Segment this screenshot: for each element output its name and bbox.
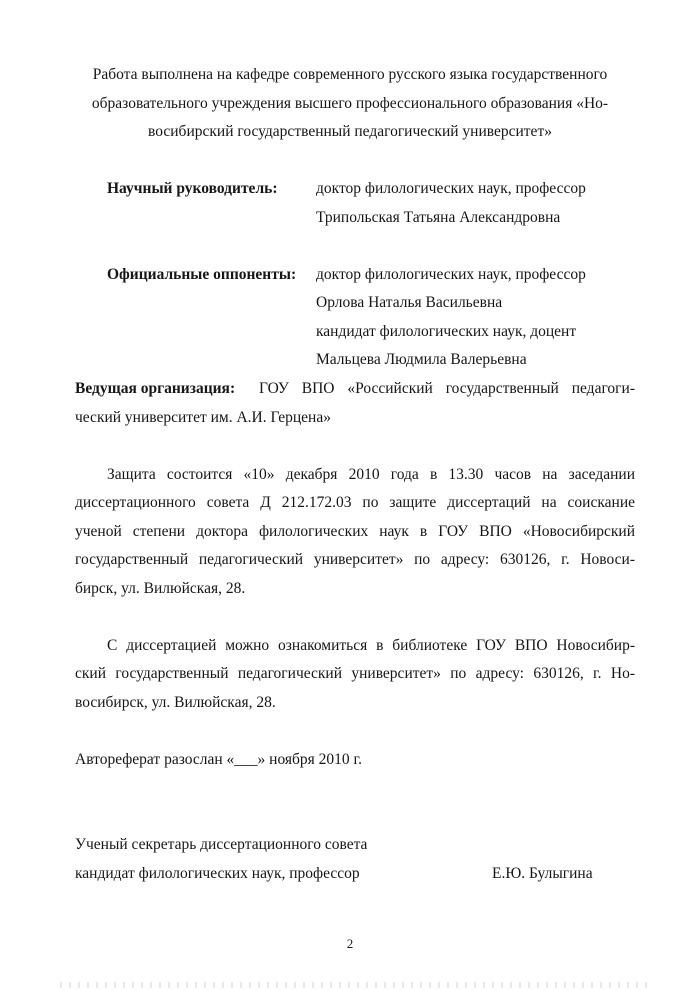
leading-org-label: Ведущая организация: — [75, 380, 236, 397]
opponent-2-title: кандидат филологических наук, доцент — [316, 323, 577, 340]
header-line-3: восибирский государственный педагогический университет» — [148, 123, 552, 140]
defense-line-1: Защита состоится «10» декабря 2010 года в 13.30 часов на заседании — [107, 466, 635, 483]
supervisor-title: доктор филологических наук, профессор — [316, 180, 586, 197]
library-line-1: С диссертацией можно ознакомиться в библиотеке ГОУ ВПО Новосибир- — [107, 637, 635, 654]
header-line-2: образовательного учреждения высшего профессионального образования «Но- — [91, 95, 609, 112]
opponent-1-name: Орлова Наталья Васильевна — [316, 294, 503, 311]
leading-org-line-1: ГОУ ВПО «Российский государственный педагоги- — [259, 380, 635, 397]
scan-artifact — [60, 982, 650, 988]
secretary-name: Е.Ю. Булыгина — [492, 865, 593, 882]
secretary-line-1: Ученый секретарь диссертационного совета — [75, 836, 368, 853]
opponent-1-title: доктор филологических наук, профессор — [316, 266, 586, 283]
defense-line-2: диссертационного совета Д 212.172.03 по защите диссертаций на соискание — [75, 494, 635, 511]
defense-line-4: государственный педагогический университет» по адресу: 630126, г. Новоси- — [75, 551, 635, 568]
opponent-2-name: Мальцева Людмила Валерьевна — [316, 351, 527, 368]
page-number: 2 — [346, 936, 354, 951]
leading-org-line-2: ческий университет им. А.И. Герцена» — [75, 409, 331, 426]
secretary-line-2: кандидат филологических наук, профессор — [75, 865, 360, 882]
library-line-3: восибирск, ул. Вилюйская, 28. — [75, 694, 276, 711]
opponents-label: Официальные оппоненты: — [107, 266, 297, 283]
header-line-1: Работа выполнена на кафедре современного русского языка государственного — [92, 66, 608, 83]
defense-line-3: ученой степени доктора филологических наук в ГОУ ВПО «Новосибирский — [75, 523, 635, 540]
supervisor-name: Трипольская Татьяна Александровна — [316, 209, 561, 226]
supervisor-label: Научный руководитель: — [107, 180, 278, 197]
abstract-sent-date: Автореферат разослан «___» ноября 2010 г. — [75, 751, 363, 768]
defense-line-5: бирск, ул. Вилюйская, 28. — [75, 580, 246, 597]
library-line-2: ский государственный педагогический университет» по адресу: 630126, г. Но- — [75, 665, 635, 682]
